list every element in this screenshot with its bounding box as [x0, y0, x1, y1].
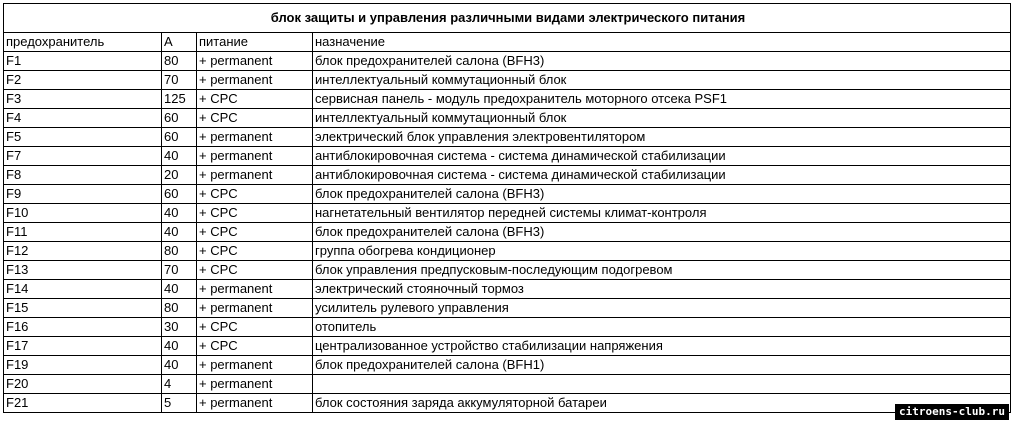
amperage-cell: 80: [162, 52, 197, 71]
table-row: [4, 356, 1011, 375]
amperage-cell: 60: [162, 109, 197, 128]
amperage-cell: 125: [162, 90, 197, 109]
fuse-cell: F16: [4, 318, 162, 337]
fuse-cell: F12: [4, 242, 162, 261]
purpose-cell: антиблокировочная система - система динамической стабилизации: [313, 147, 1011, 166]
amperage-cell: 40: [162, 223, 197, 242]
fuse-cell: F9: [4, 185, 162, 204]
fuse-cell: F10: [4, 204, 162, 223]
fuse-cell: F21: [4, 394, 162, 413]
fuse-cell: F3: [4, 90, 162, 109]
table-row: [4, 71, 1011, 90]
header-amperage: A: [162, 33, 197, 52]
header-row: [4, 33, 1011, 52]
fuse-cell: F11: [4, 223, 162, 242]
table-row: [4, 185, 1011, 204]
fuse-cell: F17: [4, 337, 162, 356]
amperage-cell: 80: [162, 242, 197, 261]
table-row: [4, 90, 1011, 109]
power-cell: + permanent: [197, 147, 313, 166]
amperage-cell: 20: [162, 166, 197, 185]
fuse-cell: F8: [4, 166, 162, 185]
power-cell: + CPC: [197, 204, 313, 223]
power-cell: + CPC: [197, 242, 313, 261]
power-cell: + permanent: [197, 128, 313, 147]
table-row: [4, 337, 1011, 356]
purpose-cell: электрический стояночный тормоз: [313, 280, 1011, 299]
power-cell: + CPC: [197, 90, 313, 109]
table-row: [4, 375, 1011, 394]
purpose-cell: блок предохранителей салона (BFH3): [313, 223, 1011, 242]
amperage-cell: 4: [162, 375, 197, 394]
purpose-cell: электрический блок управления электровентилятором: [313, 128, 1011, 147]
power-cell: + permanent: [197, 394, 313, 413]
purpose-cell: интеллектуальный коммутационный блок: [313, 109, 1011, 128]
table-row: [4, 299, 1011, 318]
amperage-cell: 40: [162, 337, 197, 356]
purpose-cell: блок управления предпусковым-последующим подогревом: [313, 261, 1011, 280]
header-fuse: предохранитель: [4, 33, 162, 52]
power-cell: + permanent: [197, 356, 313, 375]
fuse-cell: F14: [4, 280, 162, 299]
purpose-cell: централизованное устройство стабилизации напряжения: [313, 337, 1011, 356]
amperage-cell: 60: [162, 185, 197, 204]
amperage-cell: 5: [162, 394, 197, 413]
fuse-cell: F1: [4, 52, 162, 71]
amperage-cell: 40: [162, 356, 197, 375]
purpose-cell: блок предохранителей салона (BFH3): [313, 185, 1011, 204]
amperage-cell: 30: [162, 318, 197, 337]
table-row: [4, 166, 1011, 185]
table-row: [4, 261, 1011, 280]
table-row: [4, 52, 1011, 71]
power-cell: + CPC: [197, 185, 313, 204]
table-row: [4, 280, 1011, 299]
amperage-cell: 40: [162, 280, 197, 299]
table-row: [4, 242, 1011, 261]
fuse-cell: F20: [4, 375, 162, 394]
power-cell: + permanent: [197, 71, 313, 90]
purpose-cell: интеллектуальный коммутационный блок: [313, 71, 1011, 90]
power-cell: + CPC: [197, 223, 313, 242]
purpose-cell: усилитель рулевого управления: [313, 299, 1011, 318]
power-cell: + permanent: [197, 375, 313, 394]
fuse-cell: F19: [4, 356, 162, 375]
amperage-cell: 60: [162, 128, 197, 147]
table-row: [4, 204, 1011, 223]
purpose-cell: [313, 375, 1011, 394]
fuse-cell: F7: [4, 147, 162, 166]
purpose-cell: блок состояния заряда аккумуляторной батареи: [313, 394, 1011, 413]
purpose-cell: группа обогрева кондиционер: [313, 242, 1011, 261]
power-cell: + CPC: [197, 318, 313, 337]
table-row: [4, 128, 1011, 147]
fuse-cell: F13: [4, 261, 162, 280]
table-title: блок защиты и управления различными видами электрического питания: [4, 4, 1011, 33]
table-row: [4, 109, 1011, 128]
purpose-cell: сервисная панель - модуль предохранитель моторного отсека PSF1: [313, 90, 1011, 109]
fuse-cell: F4: [4, 109, 162, 128]
table-row: [4, 223, 1011, 242]
table-row: [4, 318, 1011, 337]
power-cell: + CPC: [197, 109, 313, 128]
table-row: [4, 394, 1011, 413]
purpose-cell: блок предохранителей салона (BFH1): [313, 356, 1011, 375]
fuse-cell: F5: [4, 128, 162, 147]
header-power: питание: [197, 33, 313, 52]
power-cell: + CPC: [197, 261, 313, 280]
amperage-cell: 40: [162, 147, 197, 166]
power-cell: + permanent: [197, 52, 313, 71]
purpose-cell: антиблокировочная система - система динамической стабилизации: [313, 166, 1011, 185]
power-cell: + permanent: [197, 299, 313, 318]
table-title-row: [4, 4, 1011, 33]
header-purpose: назначение: [313, 33, 1011, 52]
fuse-cell: F2: [4, 71, 162, 90]
fuse-table-frame: [3, 3, 1011, 423]
power-cell: + permanent: [197, 166, 313, 185]
fuse-cell: F15: [4, 299, 162, 318]
purpose-cell: отопитель: [313, 318, 1011, 337]
purpose-cell: нагнетательный вентилятор передней системы климат-контроля: [313, 204, 1011, 223]
amperage-cell: 40: [162, 204, 197, 223]
table-row: [4, 147, 1011, 166]
amperage-cell: 80: [162, 299, 197, 318]
amperage-cell: 70: [162, 71, 197, 90]
fuse-table: [3, 3, 1011, 413]
watermark: citroens-club.ru: [895, 404, 1009, 420]
purpose-cell: блок предохранителей салона (BFH3): [313, 52, 1011, 71]
power-cell: + CPC: [197, 337, 313, 356]
power-cell: + permanent: [197, 280, 313, 299]
amperage-cell: 70: [162, 261, 197, 280]
